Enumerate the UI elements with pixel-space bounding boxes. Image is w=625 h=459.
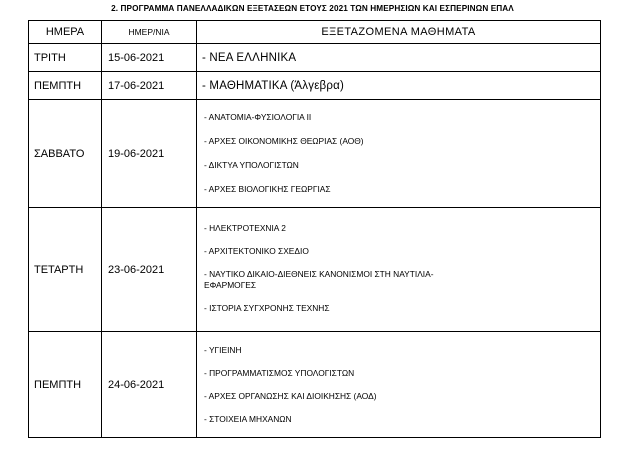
row-subjects: [197, 100, 601, 208]
subject-item: - ΝΑΥΤΙΚΟ ΔΙΚΑΙΟ-ΔΙΕΘΝΕΙΣ ΚΑΝΟΝΙΣΜΟΙ ΣΤΗ ΝΑΥΤΙΛΙΑ- ΕΦΑΡΜΟΓΕΣ: [204, 269, 434, 290]
row-day: ΠΕΜΠΤΗ: [29, 72, 102, 100]
table-header-row: [29, 21, 601, 44]
table-row: [29, 44, 601, 72]
row-date: 19-06-2021: [102, 100, 197, 208]
row-day: ΣΑΒΒΑΤΟ: [29, 100, 102, 208]
row-date: 24-06-2021: [102, 332, 197, 438]
header-day: ΗΜΕΡΑ: [29, 21, 102, 44]
subject-item: - ΣΤΟΙΧΕΙΑ ΜΗΧΑΝΩΝ: [204, 414, 292, 424]
subject-item: - ΔΙΚΤΥΑ ΥΠΟΛΟΓΙΣΤΩΝ: [204, 159, 299, 170]
subject-item: - ΥΓΙΕΙΝΗ: [204, 345, 242, 355]
row-date: 17-06-2021: [102, 72, 197, 100]
row-date: 15-06-2021: [102, 44, 197, 72]
header-date: ΗΜΕΡ/ΝΙΑ: [102, 21, 197, 44]
subject-item: - ΑΝΑΤΟΜΙΑ-ΦΥΣΙΟΛΟΓΙΑ ΙΙ: [204, 111, 312, 122]
table-row: [29, 208, 601, 332]
table-row: [29, 72, 601, 100]
subject-item: - ΙΣΤΟΡΙΑ ΣΥΓΧΡΟΝΗΣ ΤΕΧΝΗΣ: [204, 303, 330, 313]
table-row: [29, 332, 601, 438]
subject-item: - ΑΡΧΕΣ ΟΡΓΑΝΩΣΗΣ ΚΑΙ ΔΙΟΙΚΗΣΗΣ (ΑΟΔ): [204, 391, 377, 401]
subject-item: - ΑΡΧΕΣ ΟΙΚΟΝΟΜΙΚΗΣ ΘΕΩΡΙΑΣ (ΑΟΘ): [204, 135, 364, 146]
header-subjects: ΕΞΕΤΑΖΟΜΕΝΑ ΜΑΘΗΜΑΤΑ: [197, 21, 601, 44]
subject-item: - ΑΡΧΙΤΕΚΤΟΝΙΚΟ ΣΧΕΔΙΟ: [204, 246, 309, 256]
page-title: 2. ΠΡΟΓΡΑΜΜΑ ΠΑΝΕΛΛΑΔΙΚΩΝ ΕΞΕΤΑΣΕΩΝ ΕΤΟΥΣ 2021 ΤΩΝ ΗΜΕΡΗΣΙΩΝ ΚΑΙ ΕΣΠΕΡΙΝΩΝ ΕΠΑΛ: [111, 4, 514, 13]
row-day: ΤΕΤΑΡΤΗ: [29, 208, 102, 332]
subject-item: - ΑΡΧΕΣ ΒΙΟΛΟΓΙΚΗΣ ΓΕΩΡΓΙΑΣ: [204, 183, 331, 194]
row-day: ΠΕΜΠΤΗ: [29, 332, 102, 438]
row-subject: - ΝΕΑ ΕΛΛΗΝΙΚΑ: [197, 44, 601, 72]
table-row: [29, 100, 601, 208]
exam-schedule-table: [28, 20, 601, 438]
subject-item: - ΗΛΕΚΤΡΟΤΕΧΝΙΑ 2: [204, 223, 286, 233]
row-date: 23-06-2021: [102, 208, 197, 332]
row-day: ΤΡΙΤΗ: [29, 44, 102, 72]
subject-item: - ΠΡΟΓΡΑΜΜΑΤΙΣΜΟΣ ΥΠΟΛΟΓΙΣΤΩΝ: [204, 368, 355, 378]
row-subject: - ΜΑΘΗΜΑΤΙΚΑ (Άλγεβρα): [197, 72, 601, 100]
row-subjects: [197, 332, 601, 438]
row-subjects: [197, 208, 601, 332]
